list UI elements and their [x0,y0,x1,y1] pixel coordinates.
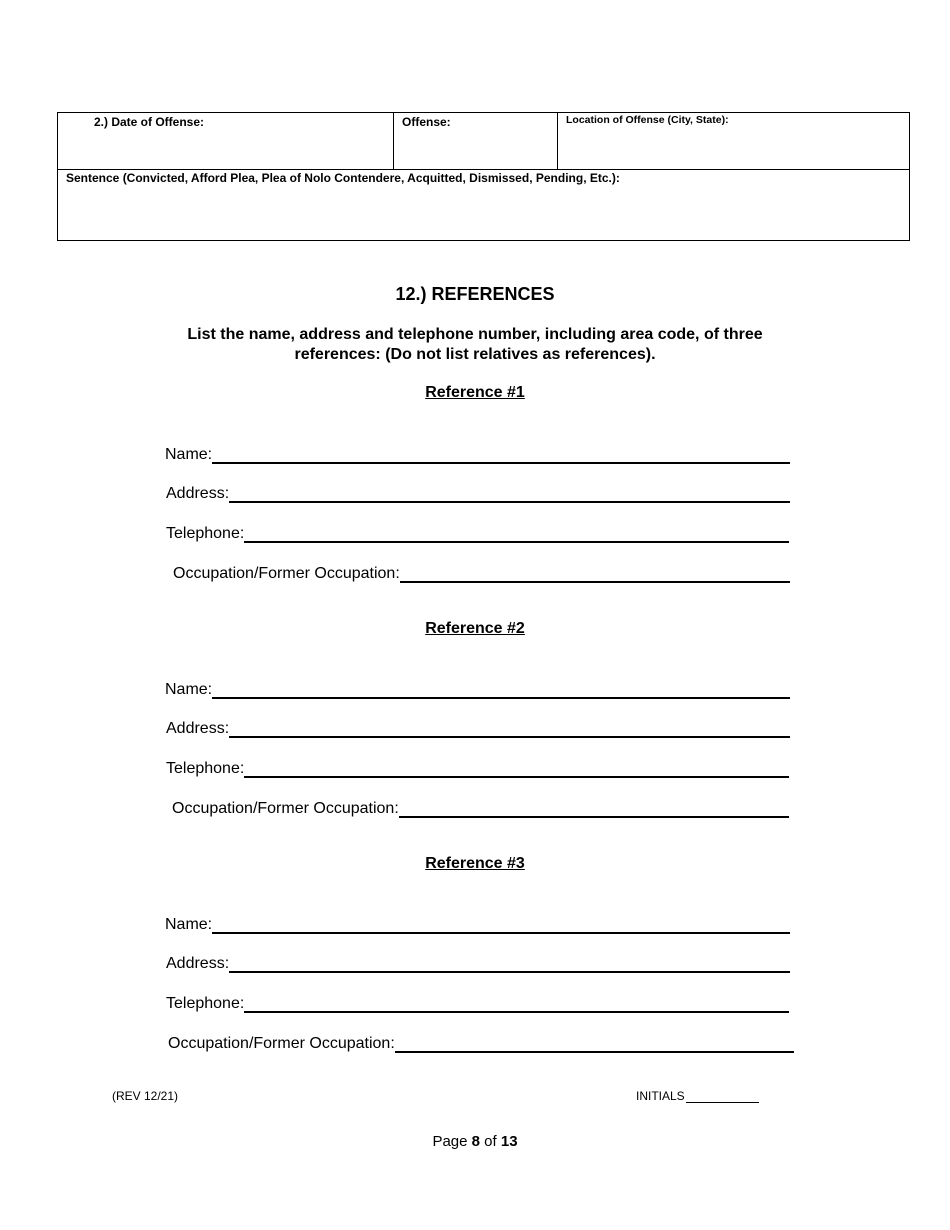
reference-2-address-row [166,716,790,738]
section-instructions: List the name, address and telephone number, including area code, of three references: (Do not list relatives as references). [187,326,763,363]
table-divider [393,113,394,169]
reference-1-telephone-input[interactable] [244,525,789,543]
page-total: 13 [500,1133,518,1150]
offense-table [57,112,910,241]
reference-3-address-input[interactable] [229,955,790,973]
reference-2-occupation-input[interactable] [399,800,789,818]
reference-3-heading: Reference #3 [425,855,525,872]
address-label: Address: [166,485,230,502]
table-divider [557,113,558,169]
sentence-label: Sentence (Convicted, Afford Plea, Plea of Nolo Contendere, Acquitted, Dismissed, Pending, Etc.): [66,171,620,185]
name-label: Name: [165,681,213,698]
address-label: Address: [166,955,230,972]
reference-2-name-input[interactable] [212,681,790,699]
reference-3-telephone-input[interactable] [244,995,789,1013]
page-number [0,1133,950,1150]
reference-3-occupation-row [168,1031,794,1053]
location-of-offense-field[interactable] [559,131,909,168]
reference-3-telephone-row [166,991,789,1013]
location-of-offense-label: Location of Offense (City, State): [566,114,729,126]
reference-1-address-input[interactable] [229,485,790,503]
date-of-offense-label: 2.) Date of Offense: [94,115,205,129]
reference-3-name-row [165,912,790,934]
offense-label: Offense: [402,115,451,129]
reference-2-heading: Reference #2 [425,620,525,637]
reference-1-name-row [165,442,790,464]
reference-3-name-input[interactable] [212,916,790,934]
occupation-label: Occupation/Former Occupation: [172,800,399,817]
telephone-label: Telephone: [166,995,245,1012]
table-divider [58,169,909,170]
reference-3-address-row [166,951,790,973]
date-of-offense-field[interactable] [59,131,392,168]
telephone-label: Telephone: [166,760,245,777]
reference-1-name-input[interactable] [212,446,790,464]
reference-1-heading: Reference #1 [425,384,525,401]
telephone-label: Telephone: [166,525,245,542]
reference-2-telephone-row [166,756,789,778]
initials-row [636,1089,759,1103]
section-title: 12.) REFERENCES [395,284,555,304]
name-label: Name: [165,916,213,933]
page-of: of [484,1133,497,1150]
reference-2-telephone-input[interactable] [244,760,789,778]
page-current: 8 [471,1133,480,1150]
offense-field[interactable] [395,131,556,168]
initials-label: INITIALS [636,1089,685,1103]
revision-label: (REV 12/21) [112,1089,179,1103]
reference-3-occupation-input[interactable] [395,1035,794,1053]
name-label: Name: [165,446,213,463]
reference-2-address-input[interactable] [229,720,790,738]
sentence-field[interactable] [59,187,909,240]
reference-1-occupation-input[interactable] [400,565,790,583]
reference-2-occupation-row [172,796,789,818]
reference-1-address-row [166,481,790,503]
occupation-label: Occupation/Former Occupation: [168,1035,395,1052]
address-label: Address: [166,720,230,737]
occupation-label: Occupation/Former Occupation: [173,565,400,582]
reference-2-name-row [165,677,790,699]
initials-input[interactable] [686,1090,759,1103]
reference-1-occupation-row [173,561,790,583]
page-prefix: Page [432,1133,468,1150]
reference-1-telephone-row [166,521,789,543]
